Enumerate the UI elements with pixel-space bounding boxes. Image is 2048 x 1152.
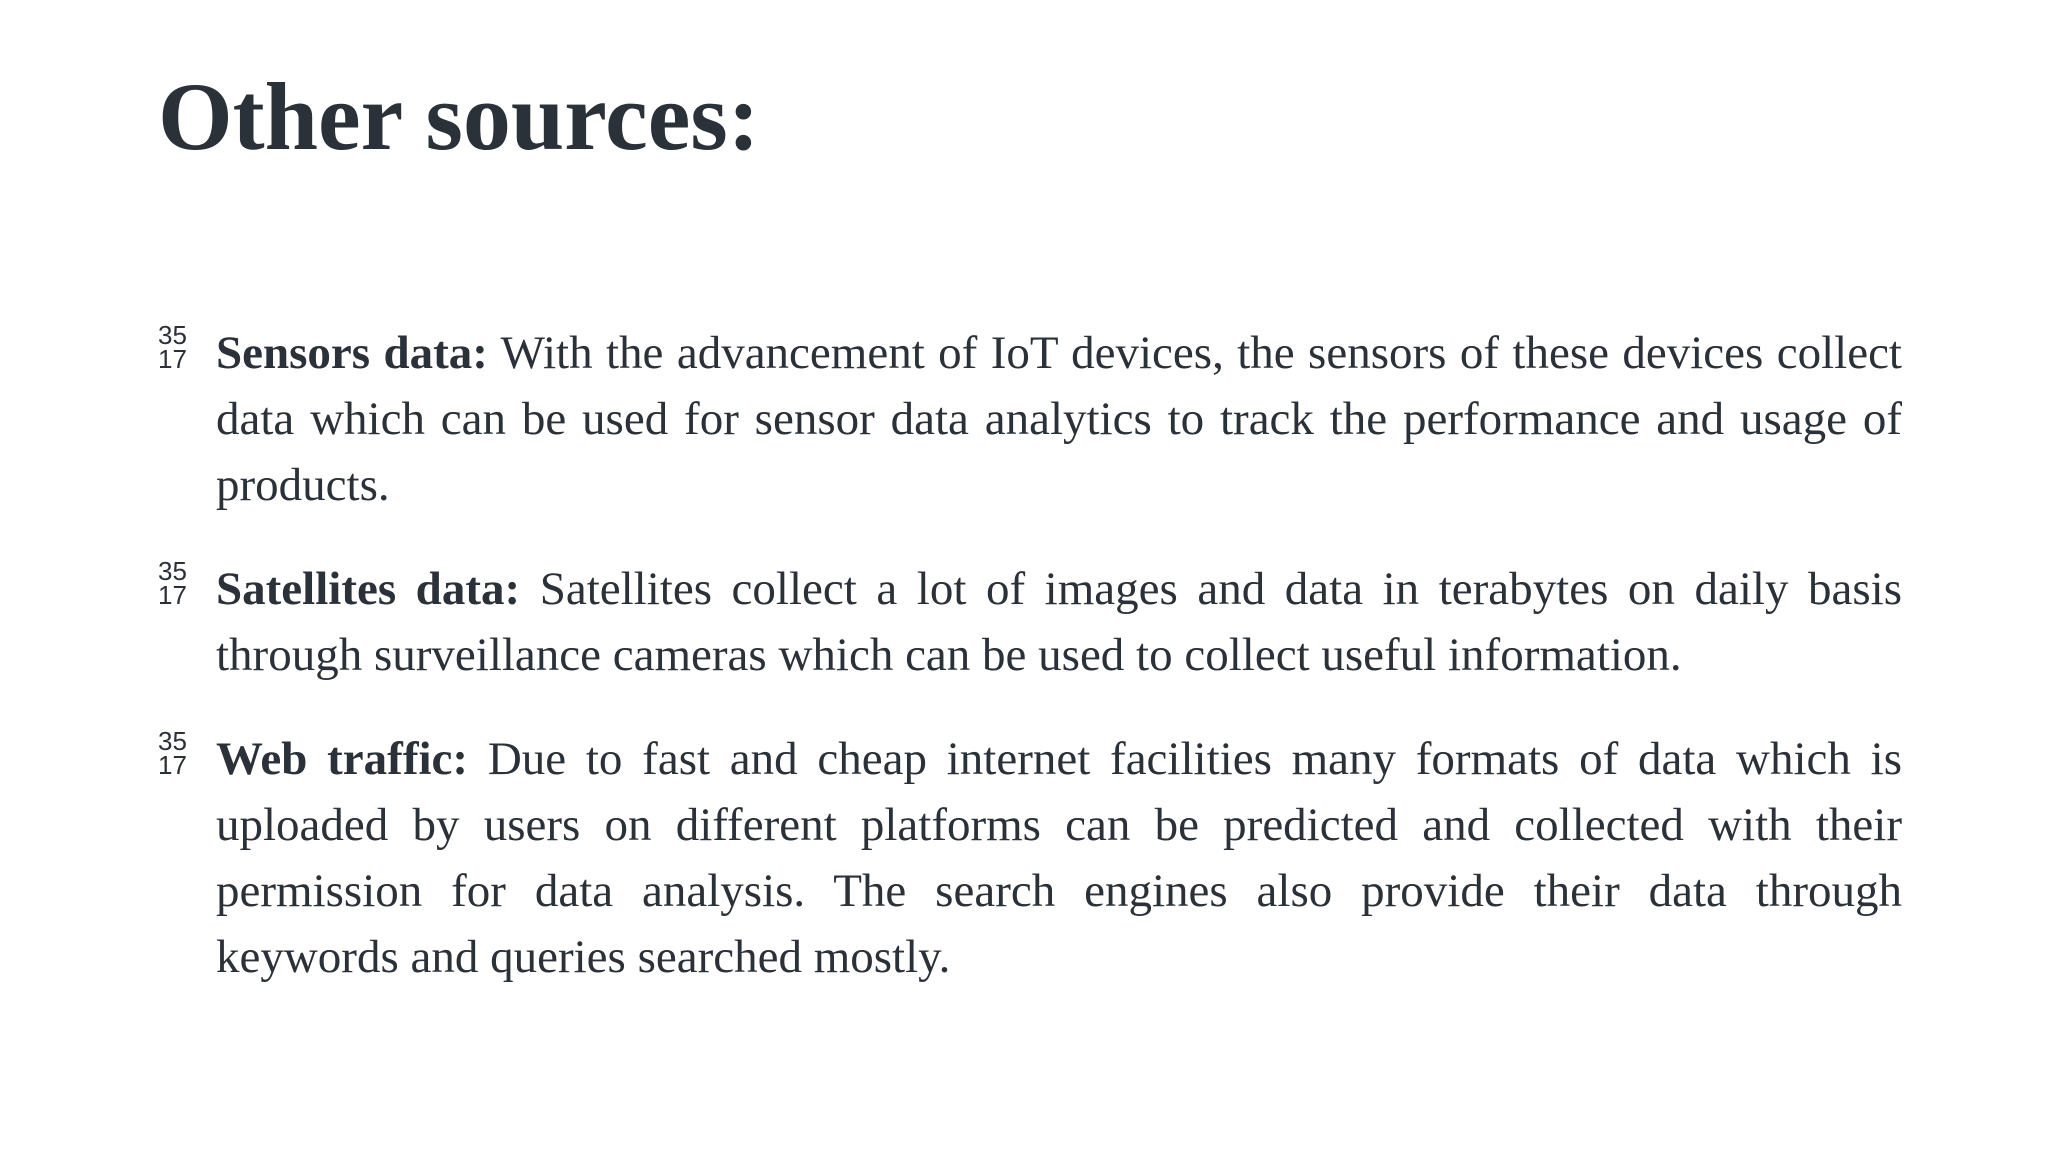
list-item-term: Sensors data: bbox=[216, 327, 488, 379]
sources-list bbox=[158, 320, 1902, 1028]
bullet-glyph-top: 35 bbox=[158, 726, 187, 756]
slide-title: Other sources: bbox=[158, 63, 760, 170]
list-item-term: Web traffic: bbox=[216, 733, 469, 785]
bullet-glyph-bottom: 17 bbox=[158, 580, 187, 610]
list-item-web-traffic bbox=[158, 726, 1902, 990]
list-item-text bbox=[216, 726, 1902, 990]
bullet-glyph-bottom: 17 bbox=[158, 750, 187, 780]
bullet-glyph-top: 35 bbox=[158, 556, 187, 586]
bullet-glyph bbox=[158, 320, 198, 374]
list-item-term: Satellites data: bbox=[216, 563, 521, 615]
list-item-satellites-data bbox=[158, 556, 1902, 688]
list-item-sensors-data bbox=[158, 320, 1902, 518]
list-item-text bbox=[216, 320, 1902, 518]
list-item-description: Due to fast and cheap internet facilities many formats of data which is uploaded by users on different platforms can be predicted and collected with their permission for data analysis. The search engines also provide their data through keywords and queries searched mostly. bbox=[216, 733, 1902, 983]
list-item-description: With the advancement of IoT devices, the sensors of these devices collect data which can be used for sensor data analytics to track the performance and usage of products. bbox=[216, 327, 1902, 511]
bullet-glyph-bottom: 17 bbox=[158, 344, 187, 374]
bullet-glyph-top: 35 bbox=[158, 320, 187, 350]
list-item-text bbox=[216, 556, 1902, 688]
bullet-glyph bbox=[158, 556, 198, 610]
list-item-description: Satellites collect a lot of images and data in terabytes on daily basis through surveillance cameras which can be used to collect useful information. bbox=[216, 563, 1903, 681]
bullet-glyph bbox=[158, 726, 198, 780]
